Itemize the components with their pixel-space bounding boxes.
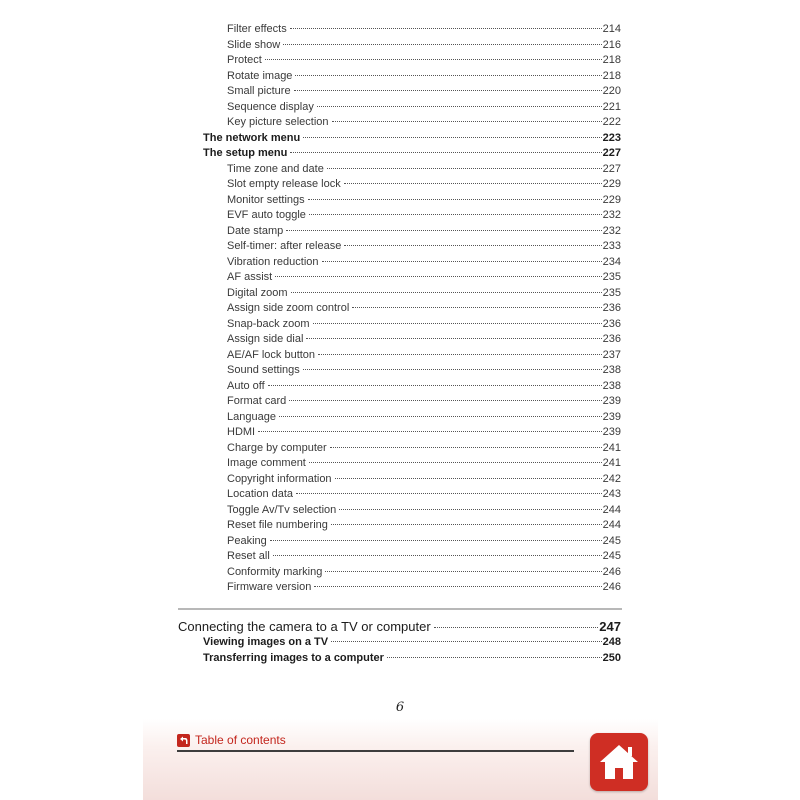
toc-entry-page: 235 xyxy=(602,271,621,283)
toc-entry-label: Sound settings xyxy=(227,364,300,376)
toc-entry-page: 245 xyxy=(602,550,621,562)
toc-section-entry[interactable] xyxy=(203,146,621,162)
toc-entry-page: 241 xyxy=(602,457,621,469)
toc-entry[interactable] xyxy=(227,162,621,178)
toc-entry-page: 227 xyxy=(602,147,621,159)
toc-entry-label: Rotate image xyxy=(227,69,293,82)
toc-entry-page: 238 xyxy=(602,379,621,392)
toc-entry[interactable] xyxy=(227,100,621,116)
dot-leader xyxy=(268,385,602,386)
toc-entry[interactable] xyxy=(227,565,621,581)
toc-entry-label: Monitor settings xyxy=(227,193,305,206)
dot-leader xyxy=(317,106,602,107)
toc-entry-page: 247 xyxy=(599,619,621,634)
dot-leader xyxy=(352,307,601,308)
toc-section-entry[interactable] xyxy=(203,635,621,651)
toc-entry-label: Image comment xyxy=(227,457,306,469)
table-of-contents-label: Table of contents xyxy=(195,733,286,747)
toc-entry-label: AE/AF lock button xyxy=(227,348,316,361)
toc-entry-page: 232 xyxy=(602,209,621,221)
dot-leader xyxy=(309,462,602,463)
toc-entry-page: 235 xyxy=(602,286,621,299)
footer-rule xyxy=(177,750,574,752)
toc-entry[interactable] xyxy=(227,270,621,286)
dot-leader xyxy=(289,400,601,401)
dot-leader xyxy=(330,447,602,448)
dot-leader xyxy=(344,245,601,246)
toc-entry-page: 221 xyxy=(602,100,621,113)
toc-entry[interactable] xyxy=(227,425,621,441)
toc-entry[interactable] xyxy=(227,224,621,240)
toc-entry-label: Protect xyxy=(227,54,262,66)
toc-entry[interactable] xyxy=(227,441,621,457)
page-number: 6 xyxy=(395,700,405,715)
toc-entry[interactable] xyxy=(227,487,621,503)
dot-leader xyxy=(325,571,601,572)
dot-leader xyxy=(331,524,602,525)
toc-entry-page: 239 xyxy=(602,395,621,407)
dot-leader xyxy=(313,323,602,324)
toc-section-entry[interactable] xyxy=(203,131,621,147)
toc-entry[interactable] xyxy=(227,301,621,317)
toc-entry[interactable] xyxy=(227,534,621,550)
home-button[interactable] xyxy=(590,733,648,791)
toc-entry-page: 214 xyxy=(602,23,621,35)
dot-leader xyxy=(290,28,602,29)
toc-entry[interactable] xyxy=(227,22,621,38)
toc-chapter-entry[interactable] xyxy=(178,618,621,636)
toc-entry-label: HDMI xyxy=(227,426,256,438)
toc-entry-label: Toggle Av/Tv selection xyxy=(227,503,337,516)
toc-entry-page: 246 xyxy=(602,565,621,578)
toc-entry-label: Sequence display xyxy=(227,100,314,113)
dot-leader xyxy=(279,416,602,417)
toc-entry[interactable] xyxy=(227,348,621,364)
toc-entry-page: 238 xyxy=(602,364,621,376)
toc-entry-page: 227 xyxy=(602,162,621,175)
toc-entry-label: Date stamp xyxy=(227,224,284,237)
toc-entry-label: Connecting the camera to a TV or computer xyxy=(178,619,431,634)
dot-leader xyxy=(275,276,601,277)
toc-entry-page: 222 xyxy=(602,116,621,128)
chapter-divider xyxy=(178,608,622,610)
toc-entry-label: Conformity marking xyxy=(227,565,323,578)
toc-entry-label: Firmware version xyxy=(227,581,312,593)
toc-entry-page: 248 xyxy=(602,636,621,648)
toc-entry-page: 220 xyxy=(602,85,621,97)
dot-leader xyxy=(283,44,601,45)
dot-leader xyxy=(331,641,602,642)
toc-entry-label: Filter effects xyxy=(227,23,287,35)
dot-leader xyxy=(387,657,602,658)
dot-leader xyxy=(286,230,601,231)
dot-leader xyxy=(332,121,602,122)
toc-entry[interactable] xyxy=(227,394,621,410)
toc-entry-page: 243 xyxy=(602,488,621,500)
toc-entry-label: Charge by computer xyxy=(227,441,327,454)
toc-entry[interactable] xyxy=(227,208,621,224)
toc-section-entry[interactable] xyxy=(203,651,621,667)
toc-entry-page: 236 xyxy=(602,317,621,330)
toc-entry-page: 233 xyxy=(602,240,621,252)
toc-entry-page: 244 xyxy=(602,503,621,516)
toc-entry[interactable] xyxy=(227,177,621,193)
toc-entry-page: 218 xyxy=(602,69,621,82)
dot-leader xyxy=(290,152,601,153)
toc-entry-page: 239 xyxy=(602,426,621,438)
dot-leader xyxy=(344,183,602,184)
toc-entry-page: 218 xyxy=(602,54,621,66)
dot-leader xyxy=(291,292,602,293)
toc-entry[interactable] xyxy=(227,379,621,395)
toc-entry-label: Transferring images to a computer xyxy=(203,651,384,664)
toc-entry[interactable] xyxy=(227,193,621,209)
home-icon xyxy=(597,742,641,782)
dot-leader xyxy=(314,586,601,587)
dot-leader xyxy=(295,75,601,76)
toc-entry-page: 216 xyxy=(602,38,621,51)
toc-entry-page: 232 xyxy=(602,224,621,237)
dot-leader xyxy=(273,555,602,556)
toc-entry-page: 250 xyxy=(602,651,621,664)
toc-entry-page: 242 xyxy=(602,472,621,485)
toc-entry[interactable] xyxy=(227,332,621,348)
dot-leader xyxy=(265,59,602,60)
toc-entry-label: Reset all xyxy=(227,550,270,562)
toc-entry-label: EVF auto toggle xyxy=(227,209,306,221)
toc-entry-page: 229 xyxy=(602,178,621,190)
toc-entry-label: Digital zoom xyxy=(227,286,288,299)
toc-entry-page: 239 xyxy=(602,410,621,423)
table-of-contents-link[interactable] xyxy=(177,731,286,749)
toc-entry-label: AF assist xyxy=(227,271,273,283)
return-arrow-icon xyxy=(177,734,190,747)
toc-entry[interactable] xyxy=(227,84,621,100)
toc-entry-page: 241 xyxy=(602,441,621,454)
dot-leader xyxy=(322,261,602,262)
toc-entry[interactable] xyxy=(227,317,621,333)
toc-entry[interactable] xyxy=(227,503,621,519)
toc-entry[interactable] xyxy=(227,549,621,565)
toc-entry[interactable] xyxy=(227,38,621,54)
toc-entry-label: Assign side dial xyxy=(227,333,304,345)
toc-entry[interactable] xyxy=(227,115,621,131)
toc-entry-label: Assign side zoom control xyxy=(227,302,350,314)
toc-entry[interactable] xyxy=(227,410,621,426)
toc-entry[interactable] xyxy=(227,53,621,69)
dot-leader xyxy=(306,338,601,339)
dot-leader xyxy=(258,431,602,432)
toc-entry-page: 223 xyxy=(602,131,621,144)
toc-entry[interactable] xyxy=(227,69,621,85)
dot-leader xyxy=(327,168,602,169)
toc-entry-page: 246 xyxy=(602,581,621,593)
dot-leader xyxy=(318,354,602,355)
toc-entry-label: The setup menu xyxy=(203,147,288,159)
toc-entry-label: Copyright information xyxy=(227,472,332,485)
toc-entry-page: 236 xyxy=(602,302,621,314)
toc-entry-label: Small picture xyxy=(227,85,291,97)
toc-entry-page: 245 xyxy=(602,534,621,547)
toc-entry-page: 237 xyxy=(602,348,621,361)
toc-entry-label: Peaking xyxy=(227,534,267,547)
toc-entry-label: Auto off xyxy=(227,379,265,392)
toc-entry-label: Location data xyxy=(227,488,294,500)
toc-entry[interactable] xyxy=(227,363,621,379)
toc-entry-page: 244 xyxy=(602,519,621,531)
toc-entry[interactable] xyxy=(227,580,621,596)
toc-entry-label: Reset file numbering xyxy=(227,519,328,531)
toc-entry-label: Key picture selection xyxy=(227,116,329,128)
dot-leader xyxy=(303,137,601,138)
toc-entry-label: Slot empty release lock xyxy=(227,178,341,190)
dot-leader xyxy=(303,369,602,370)
toc-entry[interactable] xyxy=(227,286,621,302)
toc-entry[interactable] xyxy=(227,472,621,488)
dot-leader xyxy=(339,509,601,510)
dot-leader xyxy=(296,493,602,494)
toc-entry[interactable] xyxy=(227,239,621,255)
toc-entry[interactable] xyxy=(227,518,621,534)
toc-entry-page: 234 xyxy=(602,255,621,268)
dot-leader xyxy=(294,90,602,91)
toc-entry-label: The network menu xyxy=(203,131,301,144)
toc-entry-label: Language xyxy=(227,410,276,423)
toc-entry-label: Time zone and date xyxy=(227,162,324,175)
toc-entry-page: 229 xyxy=(602,193,621,206)
dot-leader xyxy=(309,214,602,215)
dot-leader xyxy=(335,478,602,479)
toc-entry-label: Snap-back zoom xyxy=(227,317,310,330)
toc-entry-page: 236 xyxy=(602,333,621,345)
dot-leader xyxy=(270,540,602,541)
toc-entry-label: Vibration reduction xyxy=(227,255,319,268)
toc-entry[interactable] xyxy=(227,255,621,271)
toc-entry-label: Slide show xyxy=(227,38,281,51)
toc-entry-label: Format card xyxy=(227,395,287,407)
dot-leader xyxy=(308,199,602,200)
dot-leader xyxy=(434,627,599,628)
toc-entry[interactable] xyxy=(227,456,621,472)
toc-entry-label: Self-timer: after release xyxy=(227,240,342,252)
toc-entry-label: Viewing images on a TV xyxy=(203,636,329,648)
